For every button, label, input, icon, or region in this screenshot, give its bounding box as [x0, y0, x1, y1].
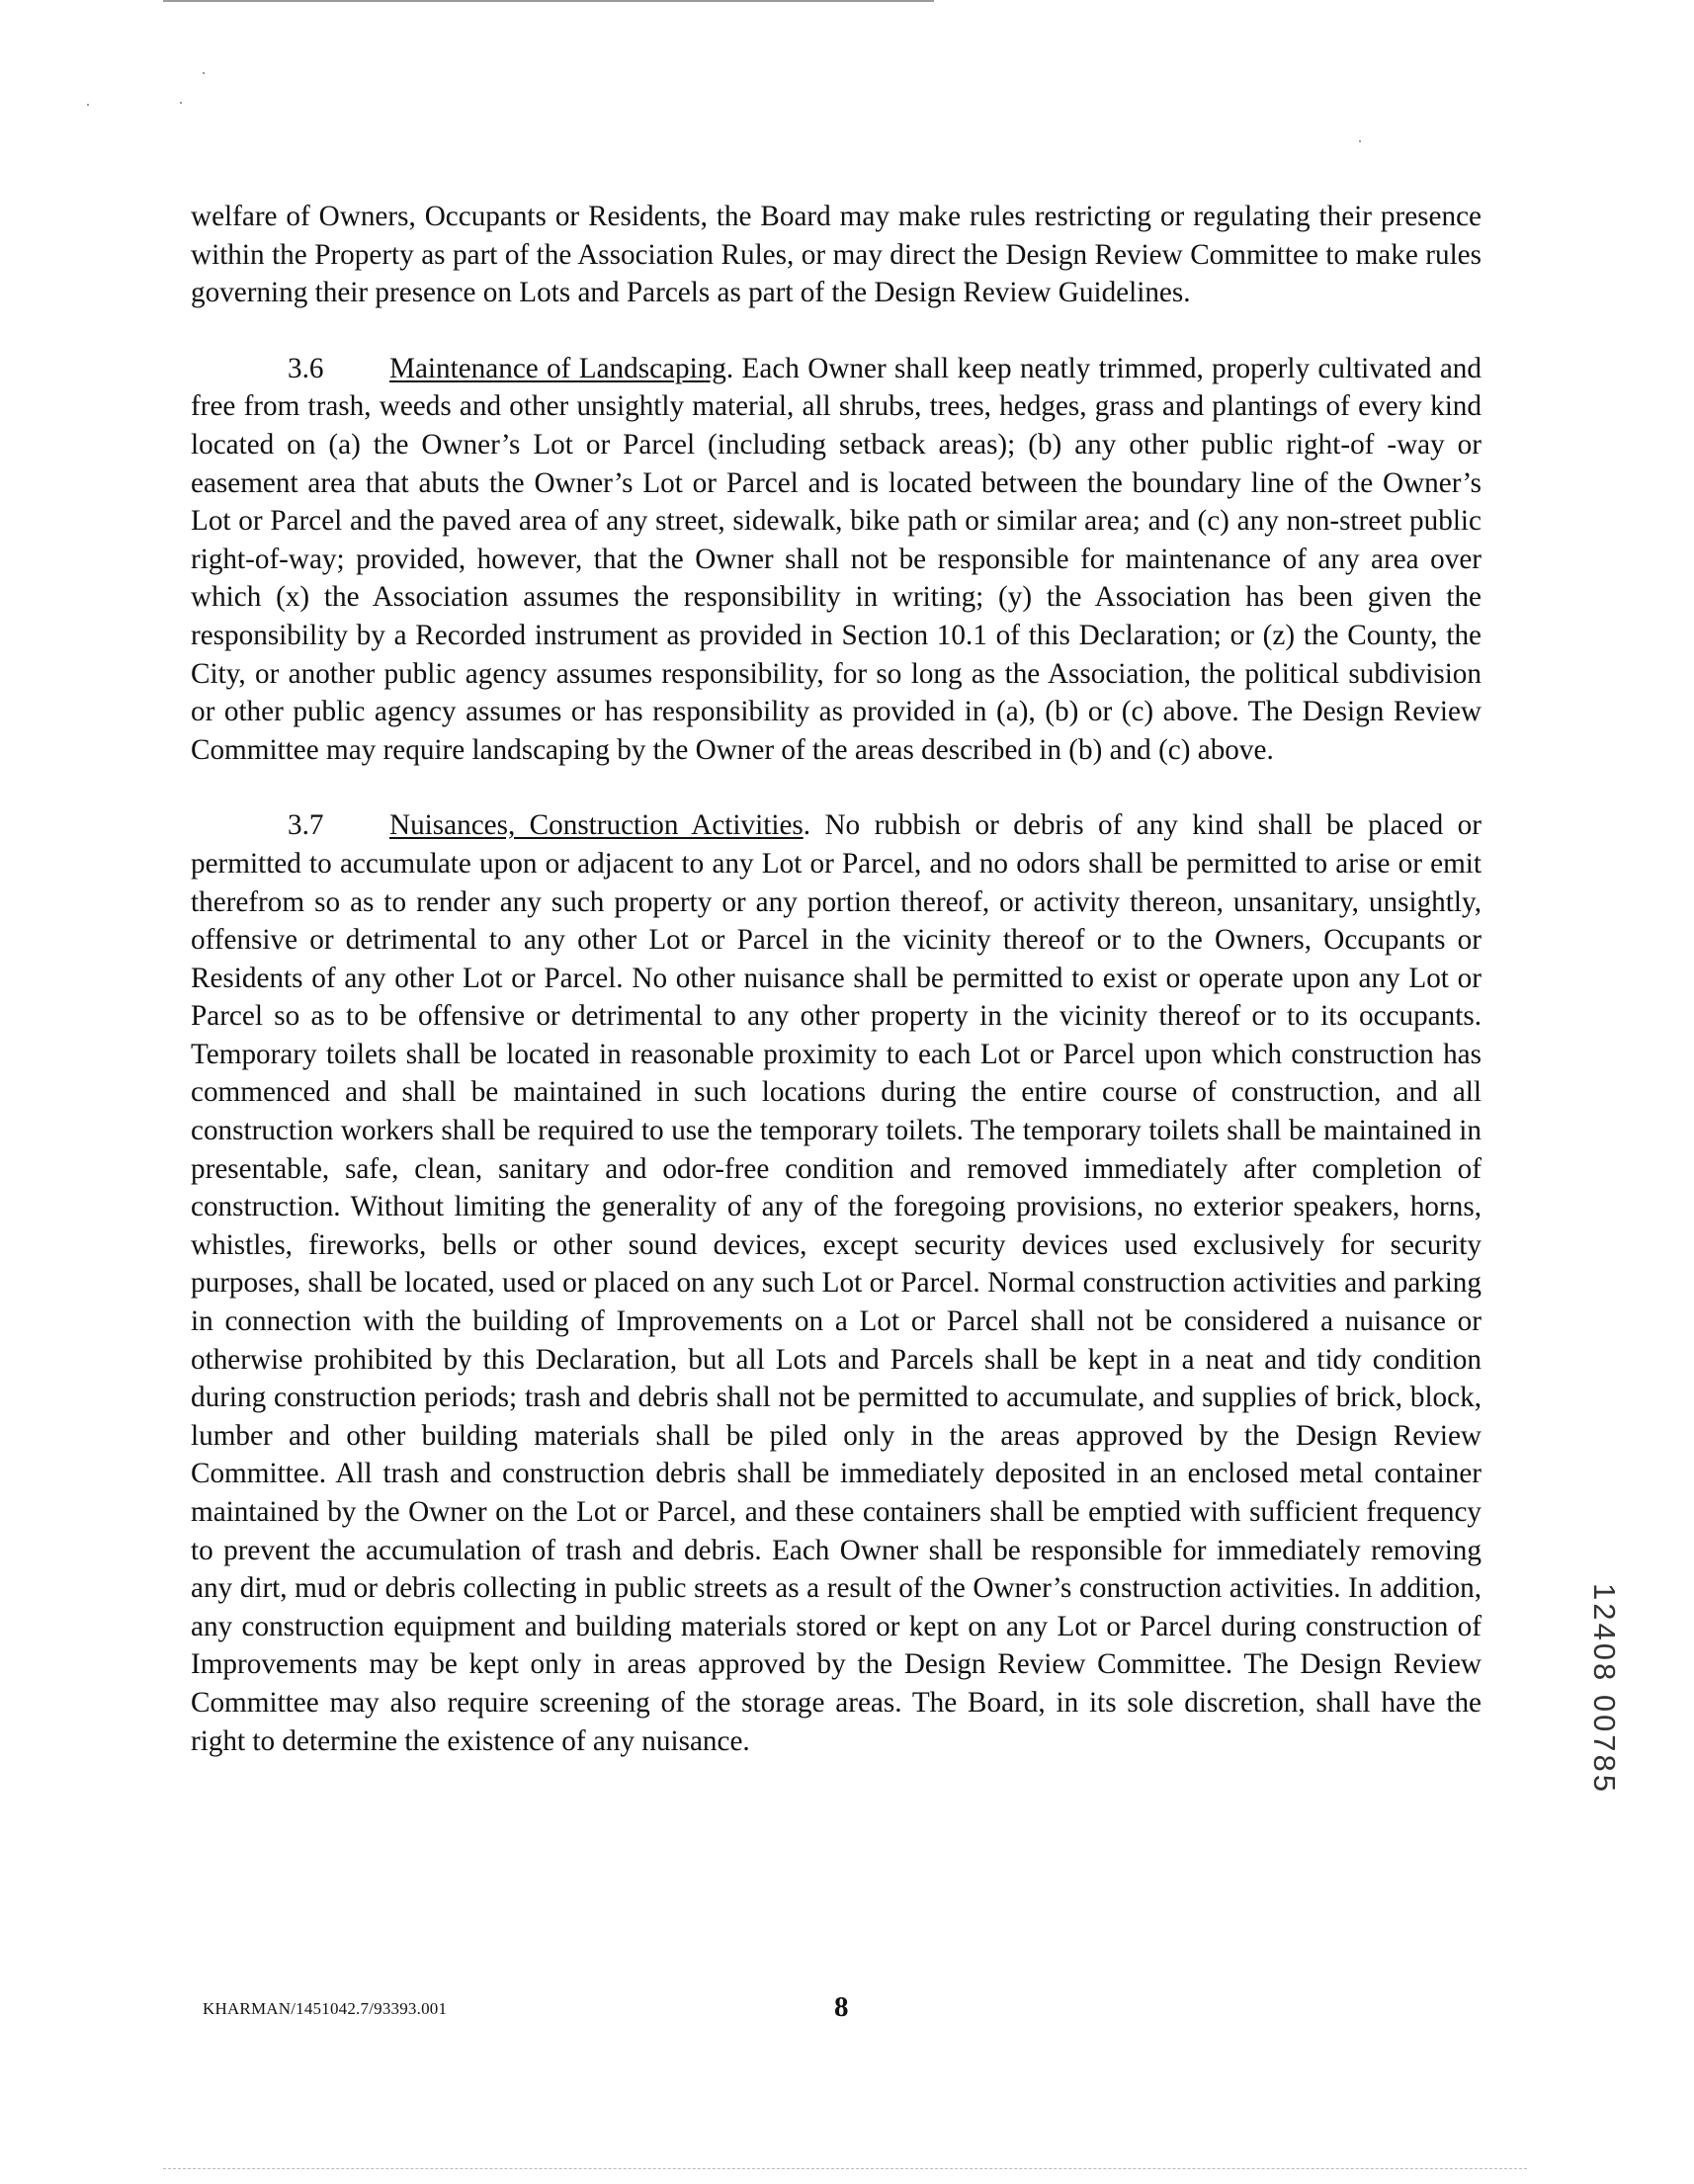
margin-recording-stamp [1586, 1583, 1626, 1870]
scan-edge-top [163, 0, 934, 2]
scan-speck [1359, 140, 1361, 142]
section-number: 3.6 [288, 352, 324, 384]
section-heading: Nuisances, Construction Activities [389, 809, 804, 842]
section-number: 3.7 [288, 809, 324, 842]
scan-speck [180, 102, 182, 104]
paragraph-text: . No rubbish or debris of any kind shall be placed or permitted to accumulate upon or adjacent to any Lot or Parcel, and no odors shall be permitted to arise or emit therefrom so as to render any such property or any portion thereof, or activity thereon, unsanitary, unsightly, offensive or detrimental to any other Lot or Parcel in the vicinity thereof or to the Owners, Occupants or Residents of any other Lot or Parcel. No other nuisance shall be permitted to exist or operate upon any Lot or Parcel so as to be offensive or detrimental to any other property in the vicinity thereof or to its occupants. Temporary toilets shall be located in reasonable proximity to each Lot or Parcel upon which construction has commenced and shall be maintained in such locations during the entire course of construction, and all construction workers shall be required to use the temporary toilets. The temporary toilets shall be maintained in presentable, safe, clean, sanitary and odor-free condition and removed immediately after completion of construction. Without limiting the generality of any of the foregoing provisions, no exterior speakers, horns, whistles, fireworks, bells or other sound devices, except security devices used exclusively for security purposes, shall be located, used or placed on any such Lot or Parcel. Normal construction activities and parking in connection with the building of Improvements on a Lot or Parcel shall not be considered a nuisance or otherwise prohibited by this Declaration, but all Lots and Parcels shall be kept in a neat and tidy condition during construction periods; trash and debris shall not be permitted to accumulate, and supplies of brick, block, lumber and other building materials shall be piled only in the areas approved by the Design Review Committee. All trash and construction debris shall be immediately deposited in an enclosed metal container maintained by the Owner on the Lot or Parcel, and these containers shall be emptied with sufficient frequency to prevent the accumulation of trash and debris. Each Owner shall be responsible for immediately removing any dirt, mud or debris collecting in public streets as a result of the Owner’s construction activities. In addition, any construction equipment and building materials stored or kept on any Lot or Parcel during construction of Improvements may be kept only in areas approved by the Design Review Committee. The Design Review Committee may also require screening of the storage areas. The Board, in its sole discretion, shall have the right to determine the existence of any nuisance. [191, 809, 1482, 1757]
document-body [191, 198, 1482, 1798]
footer-document-id: KHARMAN/1451042.7/93393.001 [203, 1999, 448, 2018]
scan-edge-bottom [163, 2168, 1527, 2170]
scan-speck [203, 72, 205, 74]
paragraph-text: . Each Owner shall keep neatly trimmed, properly cultivated and free from trash, weeds and other unsightly material, all shrubs, trees, hedges, grass and plantings of every kind located on (a) the Owner’s Lot or Parcel (including setback areas); (b) any other public right-of -way or easement area that abuts the Owner’s Lot or Parcel and is located between the boundary line of the Owner’s Lot or Parcel and the paved area of any street, sidewalk, bike path or similar area; and (c) any non-street public right-of-way; provided, however, that the Owner shall not be responsible for maintenance of any area over which (x) the Association assumes the responsibility in writing; (y) the Association has been given the responsibility by a Recorded instrument as provided in Section 10.1 of this Declaration; or (z) the County, the City, or another public agency assumes responsibility, for so long as the Association, the political subdivision or other public agency assumes or has responsibility as provided in (a), (b) or (c) above. The Design Review Committee may require landscaping by the Owner of the areas described in (b) and (c) above. [191, 352, 1482, 766]
section-heading: Maintenance of Landscaping [389, 352, 726, 384]
page-number: 8 [834, 1991, 849, 2023]
section-3-6-maintenance-of-landscaping [191, 350, 1482, 770]
scan-speck [87, 104, 89, 106]
paragraph-text: welfare of Owners, Occupants or Residents, the Board may make rules restricting or regulating their presence within the Property as part of the Association Rules, or may direct the Design Review Committee to make rules governing their presence on Lots and Parcels as part of the Design Review Guidelines. [191, 201, 1482, 309]
paragraph-welfare-continuation [191, 198, 1482, 312]
section-3-7-nuisances-construction-activities [191, 806, 1482, 1760]
stamp-number: 12408 00785 [1587, 1583, 1622, 1796]
